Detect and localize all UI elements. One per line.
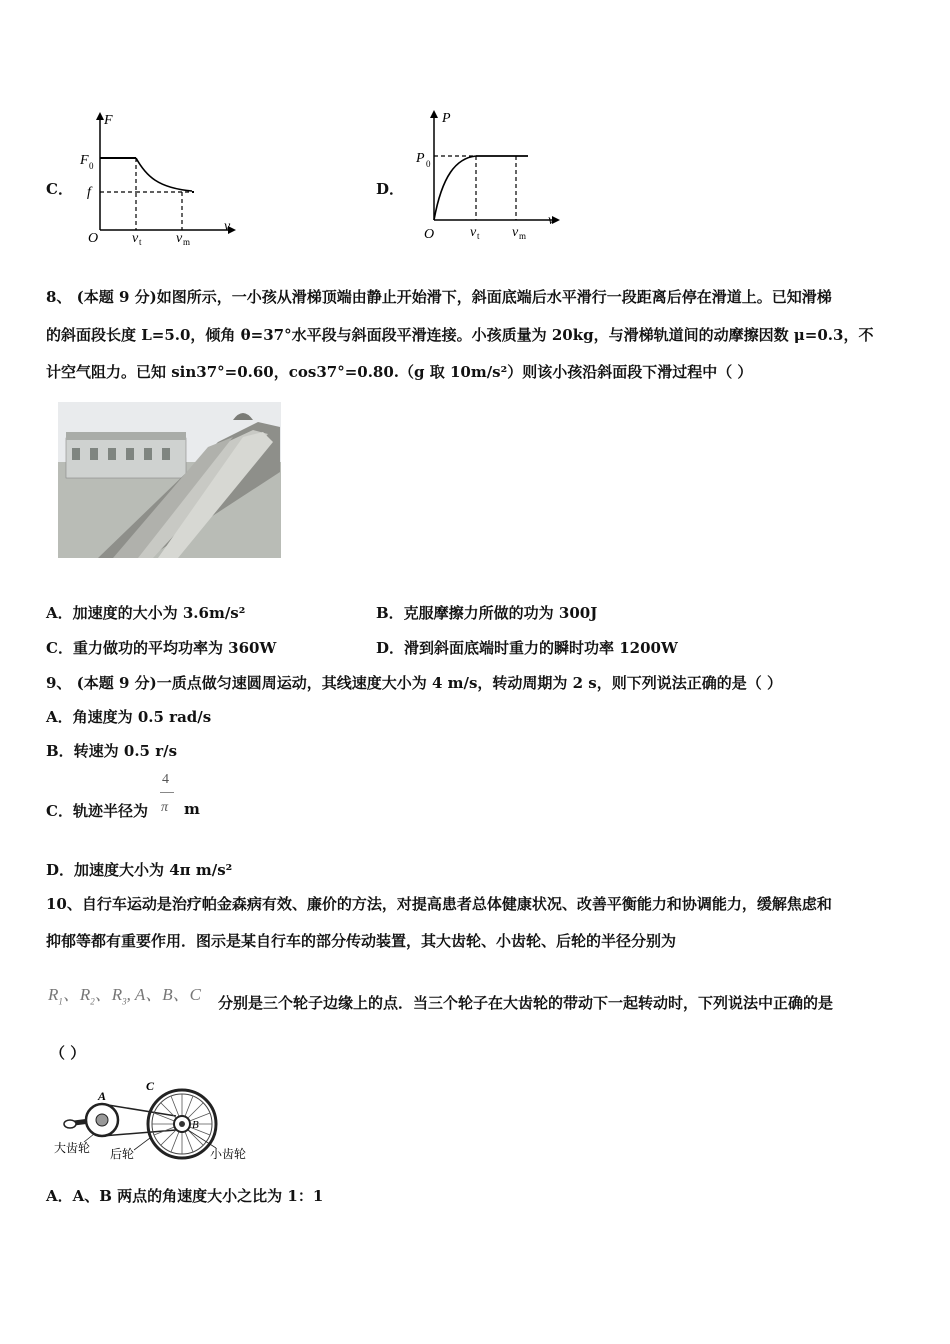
q9-option-d[interactable]: D．加速度大小为 4π m/s² (46, 861, 233, 879)
bicycle-drive-figure (54, 1076, 264, 1166)
q9-option-a[interactable]: A．角速度为 0.5 rad/s (46, 708, 212, 726)
graph-c-f: f (87, 185, 91, 200)
graph-d-x-label: v (548, 213, 555, 228)
q10-option-a[interactable]: A．A、B 两点的角速度大小之比为 1：1 (46, 1187, 324, 1205)
graph-d-vt: v (470, 225, 477, 240)
graph-c-f0: F (80, 153, 89, 168)
q8-option-c[interactable]: C．重力做功的平均功率为 360W (46, 639, 277, 657)
q9-fraction-numerator: 4 (162, 772, 169, 787)
graph-c-force-velocity (78, 110, 238, 250)
rear-wheel-label: 后轮 (110, 1147, 135, 1161)
q8-stem-line3: 计空气阻力。已知 sin37°=0.60，cos37°=0.80.（g 取 10m/s²）则该小孩沿斜面段下滑过程中（ ） (46, 363, 753, 381)
graph-d-origin: O (424, 227, 435, 242)
graph-c-f0-sub: 0 (89, 161, 94, 171)
graph-d-vt-sub: t (477, 231, 480, 241)
point-a-label: A (98, 1089, 107, 1103)
q9-option-b[interactable]: B．转速为 0.5 r/s (46, 742, 178, 760)
graph-d-y-label: P (442, 111, 451, 126)
q10-stem-line2: 抑郁等都有重要作用．图示是某自行车的部分传动装置，其大齿轮、小齿轮、后轮的半径分别为 (46, 932, 677, 950)
q9-option-c-prefix: C．轨迹半径为 (46, 802, 148, 820)
graph-d-p0-sub: 0 (426, 159, 431, 169)
graph-c-vt: v (132, 231, 139, 246)
big-gear-label: 大齿轮 (54, 1141, 91, 1155)
q10-radius-variables: $R_1$、$R_2$、$R_3$, A、B、C (48, 985, 201, 1007)
graph-d-vm-sub: m (519, 231, 527, 241)
q10-stem-paren: （ ） (50, 1044, 86, 1062)
graph-c-x-label: v (224, 219, 231, 234)
point-b-label: B (192, 1119, 199, 1131)
graph-c-vm: v (176, 231, 183, 246)
fraction-bar (160, 792, 174, 793)
q8-stem-line1: 8、 (本题 9 分)如图所示，一小孩从滑梯顶端由静止开始滑下，斜面底端后水平滑行一段距离后停在滑道上。已知滑梯 (46, 288, 832, 306)
q10-stem-line3: 分别是三个轮子边缘上的点．当三个轮子在大齿轮的带动下一起转动时，下列说法中正确的是 (218, 994, 834, 1012)
q9-stem: 9、 (本题 9 分)一质点做匀速圆周运动，其线速度大小为 4 m/s，转动周期为 2 s，则下列说法正确的是（ ） (46, 674, 782, 692)
option-d-label: D． (376, 180, 405, 198)
option-c-label: C． (46, 180, 73, 198)
graph-d-power-velocity (412, 106, 572, 246)
slide-photo (58, 402, 281, 558)
q9-fraction-denominator: π (161, 800, 169, 815)
graph-d-p0: P (416, 151, 425, 166)
q8-option-b[interactable]: B．克服摩擦力所做的功为 300J (376, 604, 598, 622)
graph-c-vt-sub: t (139, 237, 142, 247)
small-gear-label: 小齿轮 (210, 1147, 247, 1161)
q9-option-c[interactable] (46, 770, 246, 822)
q9-option-c-unit: m (184, 800, 200, 818)
graph-c-origin: O (88, 231, 99, 246)
q8-stem-line2: 的斜面段长度 L=5.0，倾角 θ=37°水平段与斜面段平滑连接。小孩质量为 20kg，与滑梯轨道间的动摩擦因数 μ=0.3，不 (46, 326, 874, 344)
graph-c-y-label: F (104, 113, 113, 128)
q8-option-a[interactable]: A．加速度的大小为 3.6m/s² (46, 604, 246, 622)
graph-d-vm: v (512, 225, 519, 240)
q8-option-d[interactable]: D．滑到斜面底端时重力的瞬时功率 1200W (376, 639, 678, 657)
q10-stem-line1: 10、自行车运动是治疗帕金森病有效、廉价的方法，对提高患者总体健康状况、改善平衡能力和协调能力，缓解焦虑和 (46, 895, 832, 913)
point-c-label: C (146, 1079, 155, 1093)
graph-c-vm-sub: m (183, 237, 191, 247)
